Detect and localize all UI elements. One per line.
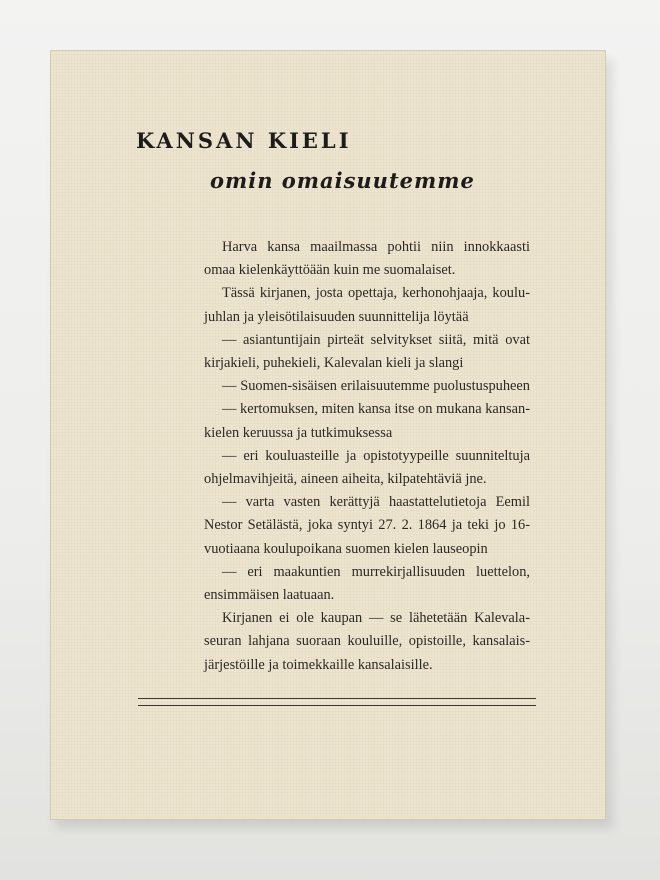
text-line: seuran lahjana suoraan kouluille, opistoille, kansalais- xyxy=(204,633,530,650)
book-title: KANSAN KIELI xyxy=(136,128,352,153)
text-line: ohjelmavihjeitä, aineen aiheita, kilpatehtäviä jne. xyxy=(204,471,487,488)
text-line: — varta vasten kerättyjä haastattelutietoja Eemil xyxy=(222,494,530,511)
text-line: Kirjanen ei ole kaupan — se lähetetään Kalevala- xyxy=(222,610,530,627)
text-line: — kertomuksen, miten kansa itse on mukana kansan- xyxy=(222,401,530,418)
text-line: kirjakieli, puhekieli, Kalevalan kieli ja slangi xyxy=(204,355,464,372)
text-line: — eri kouluasteille ja opistotyypeille suunniteltuja xyxy=(222,447,530,464)
text-line: Nestor Setälästä, joka syntyi 27. 2. 1864 ja teki jo 16- xyxy=(204,517,530,534)
text-line: Tässä kirjanen, josta opettaja, kerhonohjaaja, koulu- xyxy=(222,285,530,302)
text-line: ensimmäisen laatuaan. xyxy=(204,587,335,604)
text-line: kielen keruussa ja tutkimuksessa xyxy=(204,424,393,441)
text-line: omaa kielenkäyttöään kuin me suomalaiset. xyxy=(204,262,456,279)
description-text xyxy=(204,236,530,677)
divider-rule xyxy=(138,698,536,699)
divider-rule xyxy=(138,705,536,706)
text-line: — asiantuntijain pirteät selvitykset siitä, mitä ovat xyxy=(222,331,530,348)
text-line: — Suomen-sisäisen erilaisuutemme puolustuspuheen xyxy=(222,378,530,395)
text-line: vuotiaana koulupoikana suomen kielen lauseopin xyxy=(204,540,488,557)
text-line: — eri maakuntien murrekirjallisuuden luettelon, xyxy=(222,563,530,580)
book-subtitle: omin omaisuutemme xyxy=(210,168,475,193)
text-line: Harva kansa maailmassa pohtii niin innokkaasti xyxy=(222,239,530,255)
text-line: järjestöille ja toimekkaille kansalaisille. xyxy=(204,656,433,673)
text-line: juhlan ja yleisötilaisuuden suunnittelija löytää xyxy=(204,308,469,325)
